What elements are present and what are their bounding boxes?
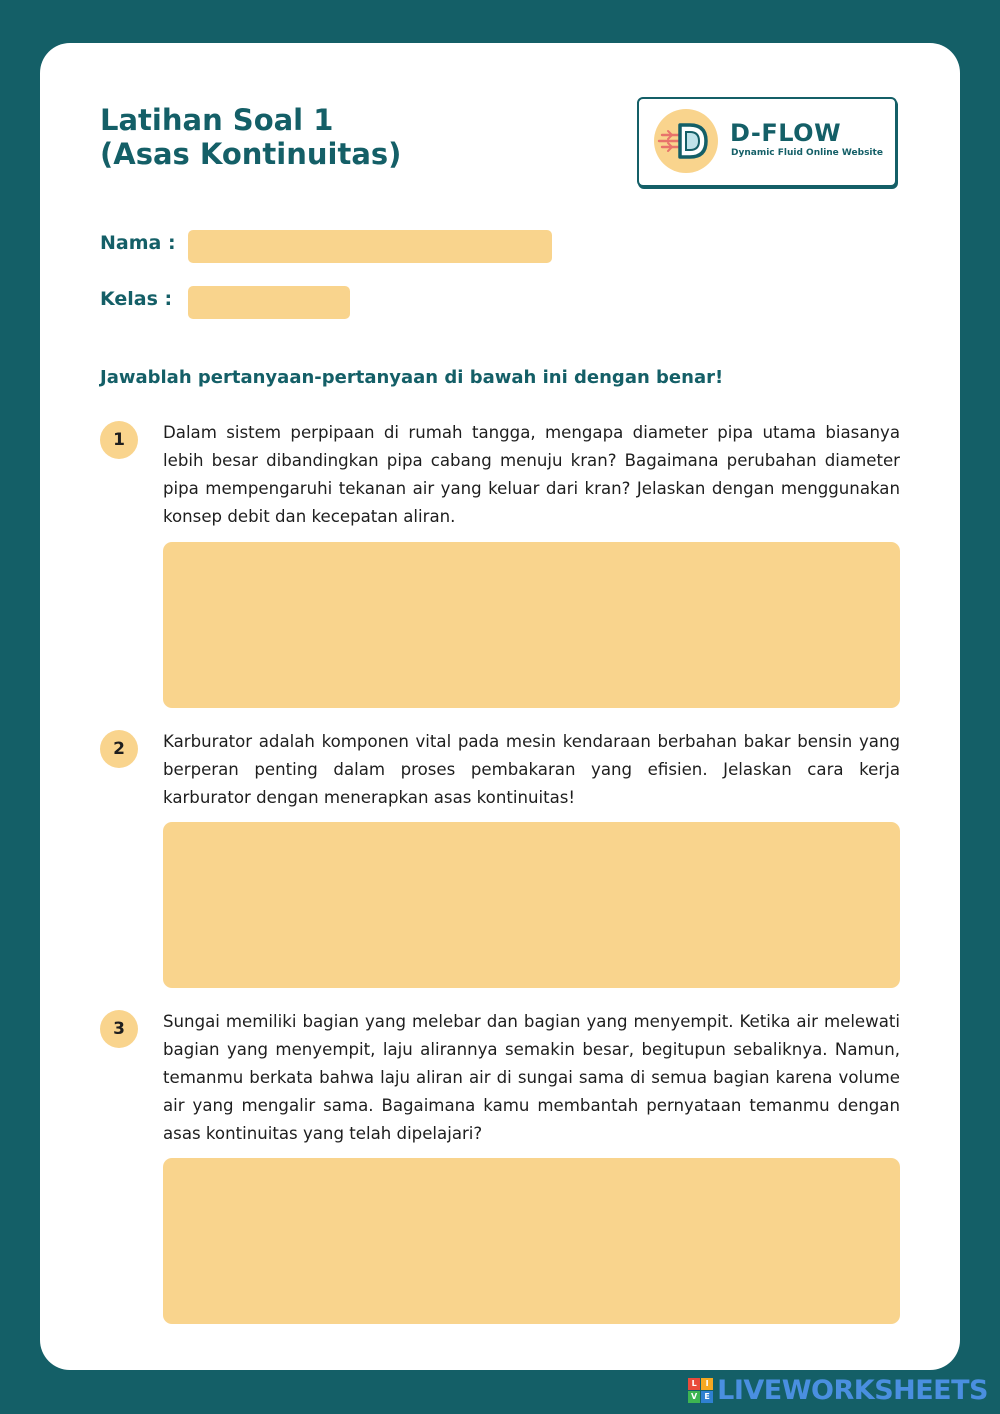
brand-name: D-FLOW [730, 119, 842, 147]
badge-letter-i: I [701, 1378, 713, 1390]
title-line-2: (Asas Kontinuitas) [100, 137, 402, 171]
instruction-text: Jawablah pertanyaan-pertanyaan di bawah ini dengan benar! [100, 367, 724, 388]
liveworksheets-badge-icon [688, 1378, 713, 1403]
worksheet-page [40, 43, 960, 1370]
question-1-number: 1 [100, 421, 138, 459]
page-title [100, 103, 401, 171]
class-label: Kelas : [100, 288, 173, 310]
title-line-1: Latihan Soal 1 [100, 103, 334, 137]
name-input[interactable] [188, 230, 552, 263]
question-2-number: 2 [100, 730, 138, 768]
question-2-text: Karburator adalah komponen vital pada mesin kendaraan berbahan bakar bensin yang berperan penting dalam proses pembakaran yang efisien. Jelaskan cara kerja karburator dengan menerapkan asas kontinuitas! [163, 732, 900, 807]
d-flow-logo-icon [654, 109, 718, 173]
brand-tagline: Dynamic Fluid Online Website [731, 148, 883, 158]
liveworksheets-brand [688, 1374, 988, 1406]
badge-letter-v: V [688, 1391, 700, 1403]
question-3-number: 3 [100, 1010, 138, 1048]
question-2-answer[interactable] [163, 822, 900, 988]
class-input[interactable] [188, 286, 350, 319]
question-1-text: Dalam sistem perpipaan di rumah tangga, mengapa diameter pipa utama biasanya lebih besar dibandingkan pipa cabang menuju kran? Bagaimana perubahan diameter pipa mempengaruhi tekanan air yang keluar dari kran? Jelaskan dengan menggunakan konsep debit dan kecepatan aliran. [163, 423, 900, 526]
brand-logo [637, 97, 897, 187]
name-label: Nama : [100, 232, 176, 254]
badge-letter-l: L [688, 1378, 700, 1390]
question-3-text: Sungai memiliki bagian yang melebar dan bagian yang menyempit. Ketika air melewati bagian yang menyempit, laju alirannya semakin besar, begitupun sebaliknya. Namun, temanmu berkata bahwa laju aliran air di sungai sama di semua bagian karena volume air yang mengalir sama. Bagaimana kamu membantah pernyataan temanmu dengan asas kontinuitas yang telah dipelajari? [163, 1012, 900, 1143]
question-1-answer[interactable] [163, 542, 900, 708]
question-3-answer[interactable] [163, 1158, 900, 1324]
liveworksheets-text: LIVEWORKSHEETS [717, 1374, 988, 1406]
badge-letter-e: E [701, 1391, 713, 1403]
